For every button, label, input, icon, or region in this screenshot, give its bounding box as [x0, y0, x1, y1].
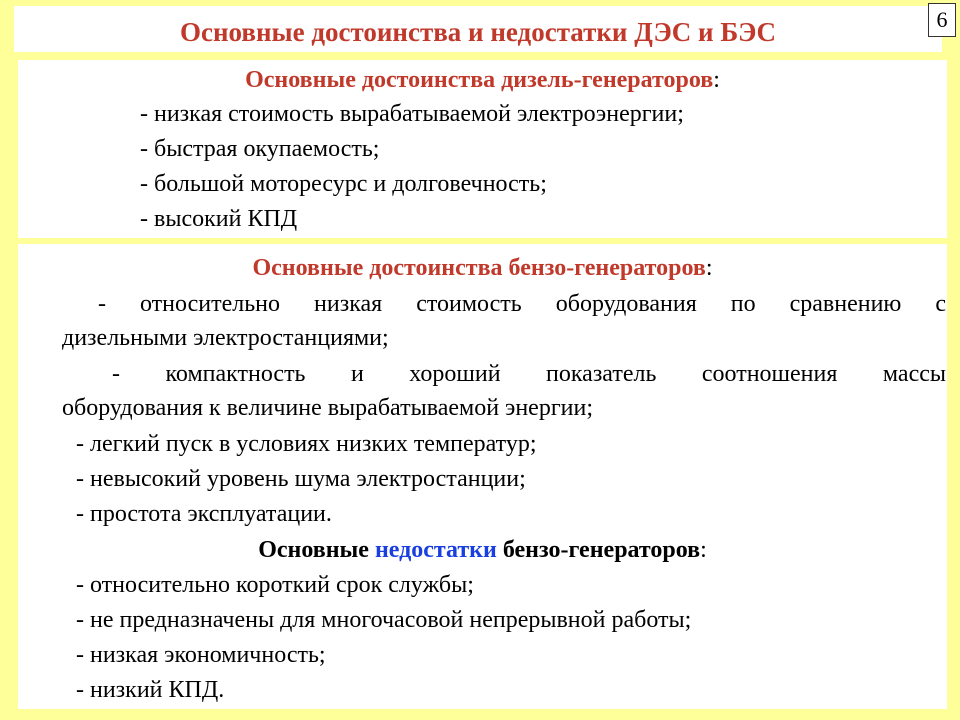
petrol-dis-heading-part1: Основные [258, 537, 375, 563]
petrol-dis-heading-colon: : [700, 537, 707, 563]
petrol-advantages-heading [18, 254, 947, 282]
petrol-adv-item: - невысокий уровень шума электростанции; [76, 466, 526, 492]
petrol-adv-item: - простота эксплуатации. [76, 501, 332, 527]
petrol-adv-item-2-line-1: - компактность и хороший показатель соотношения массы [112, 361, 946, 387]
petrol-box [18, 244, 947, 709]
diesel-item: - быстрая окупаемость; [140, 136, 380, 162]
petrol-advantages-heading-colon: : [705, 255, 713, 281]
diesel-item: - высокий КПД [140, 206, 298, 232]
petrol-dis-item: - не предназначены для многочасовой непрерывной работы; [76, 607, 692, 633]
diesel-heading-colon: : [713, 67, 720, 93]
petrol-disadvantages-heading [18, 536, 947, 564]
title-box [14, 6, 942, 52]
diesel-item: - большой моторесурс и долговечность; [140, 171, 547, 197]
slide-title: Основные достоинства и недостатки ДЭС и БЭС [180, 17, 776, 47]
petrol-advantages-heading-text: Основные достоинства бензо-генераторов [252, 255, 706, 281]
diesel-heading [18, 66, 947, 94]
diesel-heading-text: Основные достоинства дизель-генераторов [245, 67, 714, 93]
petrol-dis-heading-part3: бензо-генераторов [496, 537, 701, 563]
page-number: 6 [928, 3, 956, 37]
petrol-dis-item: - низкий КПД. [76, 677, 225, 703]
petrol-dis-item: - низкая экономичность; [76, 642, 326, 668]
petrol-adv-item-2-line-2: оборудования к величине вырабатываемой энергии; [62, 395, 594, 421]
petrol-dis-item: - относительно короткий срок службы; [76, 572, 474, 598]
petrol-adv-item: - легкий пуск в условиях низких температур; [76, 431, 537, 457]
diesel-advantages-box [18, 60, 947, 238]
diesel-item: - низкая стоимость вырабатываемой электроэнергии; [140, 101, 684, 127]
petrol-adv-item-1-line-2: дизельными электростанциями; [62, 325, 389, 351]
petrol-dis-heading-highlight: недостатки [374, 537, 497, 563]
petrol-adv-item-1-line-1: - относительно низкая стоимость оборудования по сравнению с [98, 291, 946, 317]
